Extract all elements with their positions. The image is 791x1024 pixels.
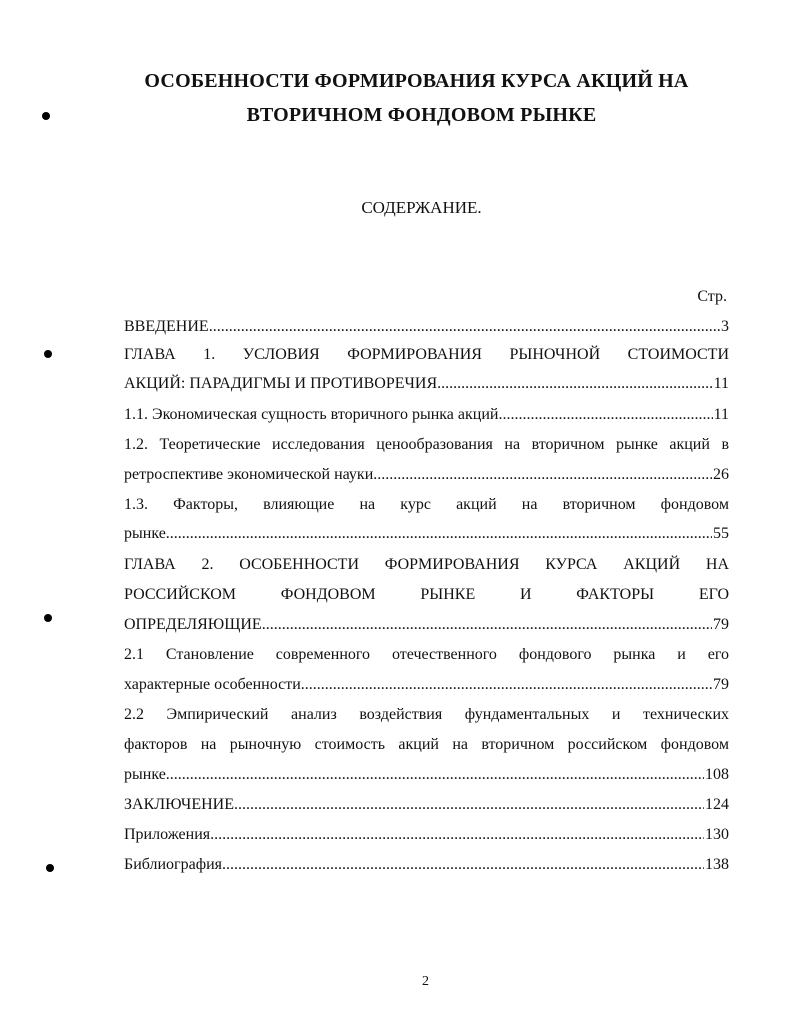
- toc-entry-page: 79: [713, 616, 729, 633]
- toc-entry-section-1-1: [124, 401, 729, 429]
- toc-entry-page: 3: [721, 318, 729, 335]
- toc-entry-page: 11: [713, 375, 729, 392]
- toc-entry-text: ретроспективе экономической науки: [124, 466, 374, 483]
- toc-entry-text: 1.1. Экономическая сущность вторичного рынка акций: [124, 406, 499, 423]
- toc-entry-section-2-2-line-1: 2.2 Эмпирический анализ воздействия фундаментальных и технических: [124, 706, 729, 723]
- binder-mark: [42, 112, 50, 120]
- document-title-line-2: ВТОРИЧНОМ ФОНДОВОМ РЫНКЕ: [246, 104, 597, 126]
- toc-entry-appendices: [124, 821, 729, 849]
- toc-entry-text: ОПРЕДЕЛЯЮЩИЕ: [124, 616, 262, 633]
- page-number: 2: [422, 974, 429, 989]
- binder-mark: [44, 614, 52, 622]
- toc-entry-page: 138: [705, 856, 729, 873]
- toc-entry-text: ЗАКЛЮЧЕНИЕ: [124, 796, 234, 813]
- toc-entry-text: Приложения: [124, 826, 211, 843]
- toc-entry-section-1-3-line-1: 1.3. Факторы, влияющие на курс акций на вторичном фондовом: [124, 496, 729, 513]
- toc-entry-text: характерные особенности: [124, 676, 301, 693]
- toc-entry-chapter-1-line-1: ГЛАВА 1. УСЛОВИЯ ФОРМИРОВАНИЯ РЫНОЧНОЙ СТОИМОСТИ: [124, 346, 729, 363]
- toc-entry-chapter-2-line-2: РОССИЙСКОМ ФОНДОВОМ РЫНКЕ И ФАКТОРЫ ЕГО: [124, 586, 729, 603]
- toc-entry-chapter-1-line-2: [124, 370, 729, 398]
- toc-entry-text: АКЦИЙ: ПАРАДИГМЫ И ПРОТИВОРЕЧИЯ: [124, 375, 438, 392]
- toc-entry-text: Библиография: [124, 856, 222, 873]
- toc-entry-section-2-1-line-2: [124, 671, 729, 699]
- toc-entry-chapter-2-line-1: ГЛАВА 2. ОСОБЕННОСТИ ФОРМИРОВАНИЯ КУРСА АКЦИЙ НА: [124, 556, 729, 573]
- contents-heading: СОДЕРЖАНИЕ.: [361, 198, 482, 217]
- toc-entry-section-2-2-line-3: [124, 761, 729, 789]
- toc-entry-chapter-2-line-3: [124, 611, 729, 639]
- toc-entry-text: рынке: [124, 766, 166, 783]
- toc-entry-page: 130: [705, 826, 729, 843]
- toc-entry-bibliography: [124, 851, 729, 879]
- page-column-label: Стр.: [697, 288, 727, 305]
- toc-entry-section-2-1-line-1: 2.1 Становление современного отечественного фондового рынка и его: [124, 646, 729, 663]
- toc-entry-section-1-3-line-2: [124, 520, 729, 548]
- toc-entry-text: ВВЕДЕНИЕ: [124, 318, 209, 335]
- toc-entry-page: 11: [713, 406, 729, 423]
- toc-entry-page: 79: [713, 676, 729, 693]
- binder-mark: [44, 350, 52, 358]
- toc-entry-section-1-2-line-2: [124, 461, 729, 489]
- toc-entry-introduction: [124, 313, 729, 341]
- toc-entry-section-1-2-line-1: 1.2. Теоретические исследования ценообразования на вторичном рынке акций в: [124, 436, 729, 453]
- document-title-line-1: ОСОБЕННОСТИ ФОРМИРОВАНИЯ КУРСА АКЦИЙ НА: [144, 70, 689, 92]
- toc-entry-conclusion: [124, 791, 729, 819]
- toc-entry-text: рынке: [124, 525, 166, 542]
- binder-mark: [46, 864, 54, 872]
- toc-entry-section-2-2-line-2: факторов на рыночную стоимость акций на вторичном российском фондовом: [124, 736, 729, 753]
- toc-entry-page: 124: [705, 796, 729, 813]
- toc-entry-page: 55: [713, 525, 729, 542]
- toc-entry-page: 108: [705, 766, 729, 783]
- toc-entry-page: 26: [713, 466, 729, 483]
